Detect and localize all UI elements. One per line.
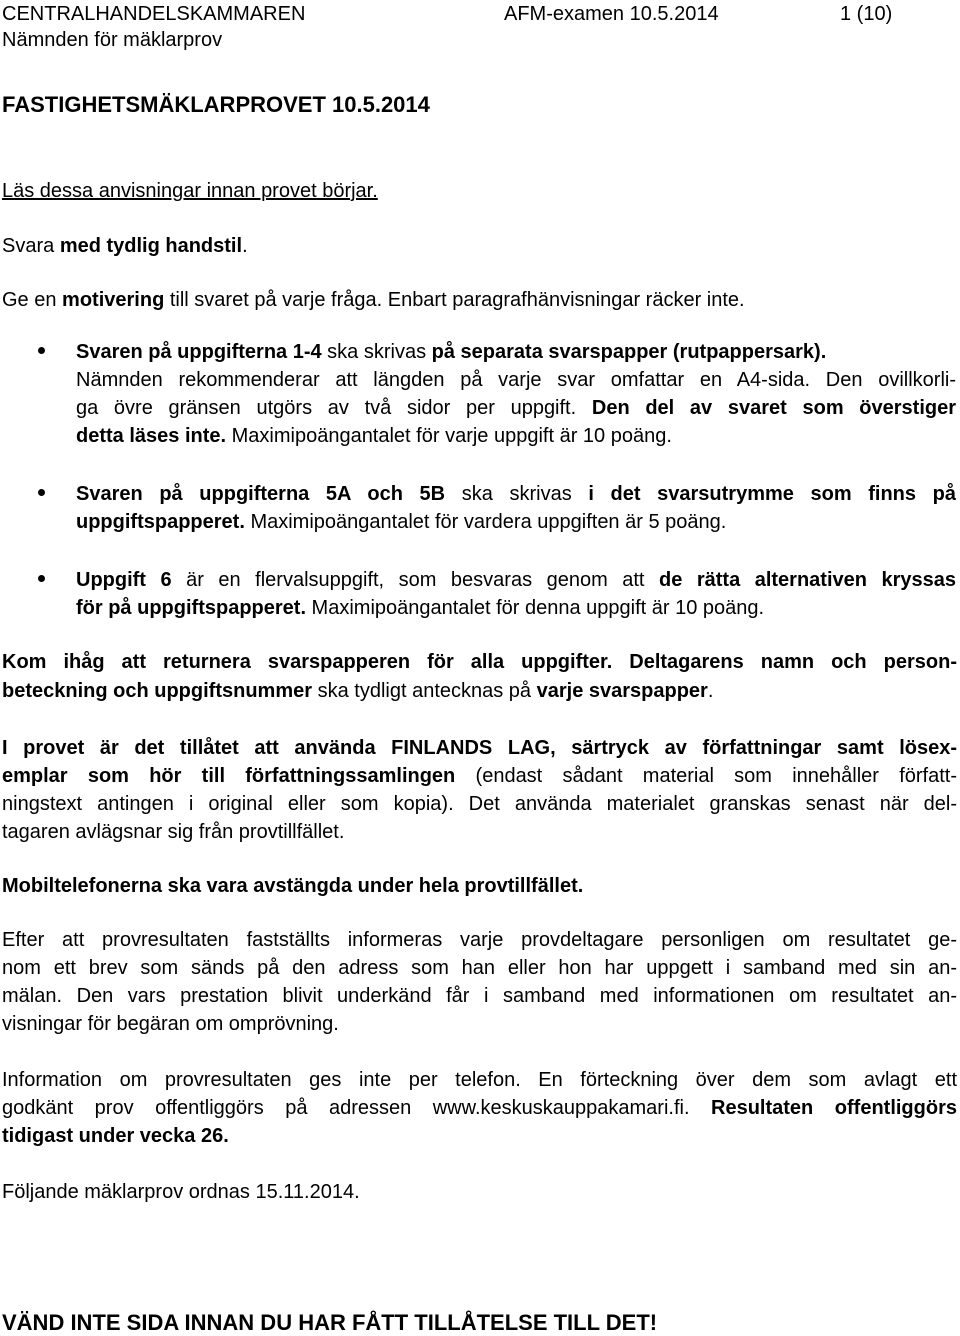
- text-line: [2, 762, 957, 790]
- text-line: [2, 818, 344, 846]
- footer-warning: VÄND INTE SIDA INNAN DU HAR FÅTT TILLÅTELSE TILL DET!: [2, 1310, 658, 1335]
- text-line: [76, 422, 672, 450]
- text-line: [2, 648, 957, 676]
- header-board: Nämnden för mäklarprov: [2, 29, 223, 51]
- bullet-icon: [38, 347, 45, 354]
- text-line: [76, 394, 956, 422]
- bold-text: emplar som hör till författningssamlingen: [2, 765, 456, 787]
- bold-text: Svaren på uppgifterna 1-4: [76, 341, 322, 363]
- header-page-number: 1 (10): [840, 3, 893, 25]
- text: tagaren avlägsnar sig från provtillfället.: [2, 821, 345, 843]
- text: Maximipoängantalet för varje uppgift är 10 poäng.: [226, 425, 672, 447]
- text: godkänt prov offentliggörs på adressen www.keskuskauppakamari.fi.: [2, 1097, 690, 1119]
- bold-text: Den del av svaret som överstiger: [591, 397, 957, 419]
- text-line: [76, 366, 956, 394]
- bold-text: tidigast under vecka 26.: [2, 1125, 229, 1147]
- intro-handwriting: [2, 232, 248, 260]
- bold-text: Uppgift 6: [76, 569, 172, 591]
- intro-motivation-part: till svaret på varje fråga. Enbart paragrafhänvisningar räcker inte.: [164, 289, 745, 311]
- text-line: [2, 1178, 360, 1206]
- intro-handwriting-part: med tydlig handstil: [59, 235, 243, 257]
- intro-motivation-part: Ge en: [2, 289, 63, 311]
- text: ska skrivas: [445, 483, 589, 505]
- text-line: [2, 954, 957, 982]
- text: ningstext antingen i original eller som kopia). Det använda materialet granskas senast när del-: [2, 793, 957, 815]
- text: är en flervalsuppgift, som besvaras genom att: [171, 569, 659, 591]
- bold-text: I provet är det tillåtet att använda FINLANDS LAG, särtryck av författningar samt lösex-: [2, 737, 957, 759]
- text-line: [2, 1010, 339, 1038]
- text: Efter att provresultaten fastställts informeras varje provdeltagare personligen om resultatet ge-: [2, 929, 957, 951]
- text: (endast sådant material som innehåller författ-: [455, 765, 957, 787]
- intro-read-before: [2, 177, 378, 205]
- bold-text: varje svarspapper: [536, 680, 708, 702]
- intro-motivation-part: motivering: [62, 289, 165, 311]
- intro-motivation: [2, 286, 745, 314]
- text: visningar för begäran om omprövning.: [2, 1013, 339, 1035]
- text: ga övre gränsen utgörs av två sidor per uppgift.: [76, 397, 592, 419]
- text-line: [2, 1122, 229, 1150]
- text-line: [2, 734, 957, 762]
- text: .: [707, 680, 714, 702]
- header-exam: AFM-examen 10.5.2014: [504, 3, 719, 25]
- text: ska tydligt antecknas på: [312, 680, 537, 702]
- intro-handwriting-part: .: [242, 235, 248, 257]
- text: Maximipoängantalet för vardera uppgiften är 5 poäng.: [244, 511, 727, 533]
- header-organization: CENTRALHANDELSKAMMAREN: [2, 3, 306, 25]
- bold-text: på separata svarspapper (rutpappersark).: [431, 341, 827, 363]
- bold-text: beteckning och uppgiftsnummer: [2, 680, 313, 702]
- text-line: [2, 1066, 957, 1094]
- bullet-icon: [38, 575, 45, 582]
- bold-text: för på uppgiftspapperet.: [76, 597, 306, 619]
- text-line: [76, 566, 956, 594]
- text-line: [76, 594, 764, 622]
- text-line: [2, 982, 957, 1010]
- intro-handwriting-part: Svara: [2, 235, 60, 257]
- text: Följande mäklarprov ordnas 15.11.2014.: [2, 1181, 360, 1203]
- text-line: [2, 872, 583, 900]
- bold-text: detta läses inte.: [76, 425, 227, 447]
- bold-text: de rätta alternativen kryssas: [659, 569, 957, 591]
- bold-text: Svaren på uppgifterna 5A och 5B: [76, 483, 446, 505]
- text-line: [2, 926, 957, 954]
- bullet-icon: [38, 489, 45, 496]
- text-line: [76, 480, 956, 508]
- bold-text: uppgiftspapperet.: [76, 511, 245, 533]
- text: nom ett brev som sänds på den adress som han eller hon har uppgett i samband med sin an-: [2, 957, 957, 979]
- text-line: [76, 508, 726, 536]
- text: Maximipoängantalet för denna uppgift är 10 poäng.: [306, 597, 765, 619]
- text-line: [2, 790, 957, 818]
- bold-text: Resultaten offentliggörs: [689, 1097, 957, 1119]
- page-title: FASTIGHETSMÄKLARPROVET 10.5.2014: [2, 92, 430, 117]
- intro-read-before-text: Läs dessa anvisningar innan provet börjar.: [2, 180, 378, 202]
- text: ska skrivas: [321, 341, 432, 363]
- bold-text: Mobiltelefonerna ska vara avstängda under hela provtillfället.: [2, 875, 584, 897]
- text: mälan. Den vars prestation blivit underkänd får i samband med informationen om resultatet an-: [2, 985, 957, 1007]
- text-line: [2, 1094, 957, 1122]
- text: Nämnden rekommenderar att längden på varje svar omfattar en A4-sida.: [76, 369, 811, 391]
- text-line: [2, 677, 713, 705]
- bold-text: Kom ihåg att returnera svarspapperen för alla uppgifter. Deltagarens namn och person-: [2, 651, 957, 673]
- bold-text: i det svarsutrymme som finns på: [588, 483, 956, 505]
- text-line: [76, 338, 826, 366]
- text: Den ovillkorli-: [810, 369, 956, 391]
- text: Information om provresultaten ges inte per telefon. En förteckning över dem som avlagt ett: [2, 1069, 957, 1091]
